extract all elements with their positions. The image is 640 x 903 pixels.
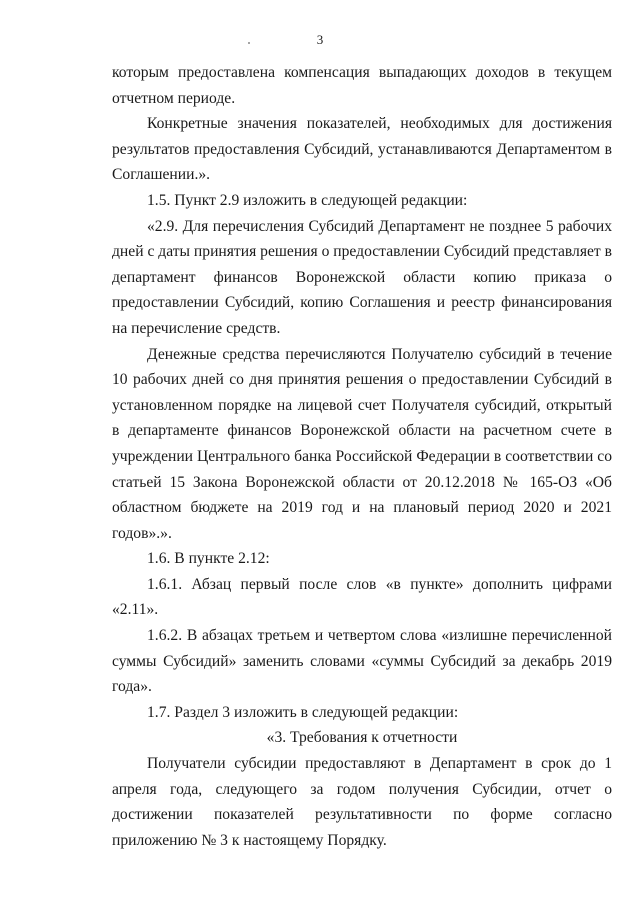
- paragraph-item-1-6: 1.6. В пункте 2.12:: [147, 550, 270, 568]
- paragraph-item-1-6-2: 1.6.2. В абзацах третьем и четвертом слова «излишне перечисленной суммы Субсидий» заменить словами «суммы Субсидий за декабрь 2019 года».: [112, 627, 612, 696]
- paragraph-continuation: которым предоставлена компенсация выпадающих доходов в текущем отчетном периоде.: [112, 64, 612, 107]
- page-number: 3: [316, 32, 324, 47]
- document-body: [112, 60, 612, 853]
- paragraph-item-1-7: 1.7. Раздел 3 изложить в следующей редакции:: [147, 703, 459, 721]
- paragraph-funds-transfer: Денежные средства перечисляются Получателю субсидий в течение 10 рабочих дней со дня принятия решения о предоставлении Субсидий в установленном порядке на лицевой счет Получателя субсидий, открытый в департаменте финансов Воронежской области на расчетном счете в учреждении Центрального банка Российской Федерации в соответствии со статьей 15 Закона Воронежской области от 20.12.2018 № 165-ОЗ «Об областном бюджете на 2019 год и на плановый период 2020 и 2021 годов».».: [112, 345, 612, 542]
- paragraph-item-2-9: «2.9. Для перечисления Субсидий Департамент не позднее 5 рабочих дней с даты принятия решения о предоставлении Субсидий представляет в департамент финансов Воронежской области копию приказа о предоставлении Субсидий, копию Соглашения и реестр финансирования на перечисление средств.: [112, 217, 612, 337]
- paragraph-item-1-5: 1.5. Пункт 2.9 изложить в следующей редакции:: [147, 191, 468, 209]
- section-heading-reporting: «3. Требования к отчетности: [266, 729, 458, 747]
- paragraph-item-1-6-1: 1.6.1. Абзац первый после слов «в пункте» дополнить цифрами «2.11».: [112, 575, 612, 619]
- paragraph-indicators: Конкретные значения показателей, необходимых для достижения результатов предоставления Субсидий, устанавливаются Департаментом в Соглашении.».: [112, 115, 612, 184]
- paragraph-reporting-requirements: Получатели субсидии предоставляют в Департамент в срок до 1 апреля года, следующего за годом получения Субсидии, отчет о достижении показателей результативности по форме согласно приложению № 3 к настоящему Порядку.: [112, 755, 612, 849]
